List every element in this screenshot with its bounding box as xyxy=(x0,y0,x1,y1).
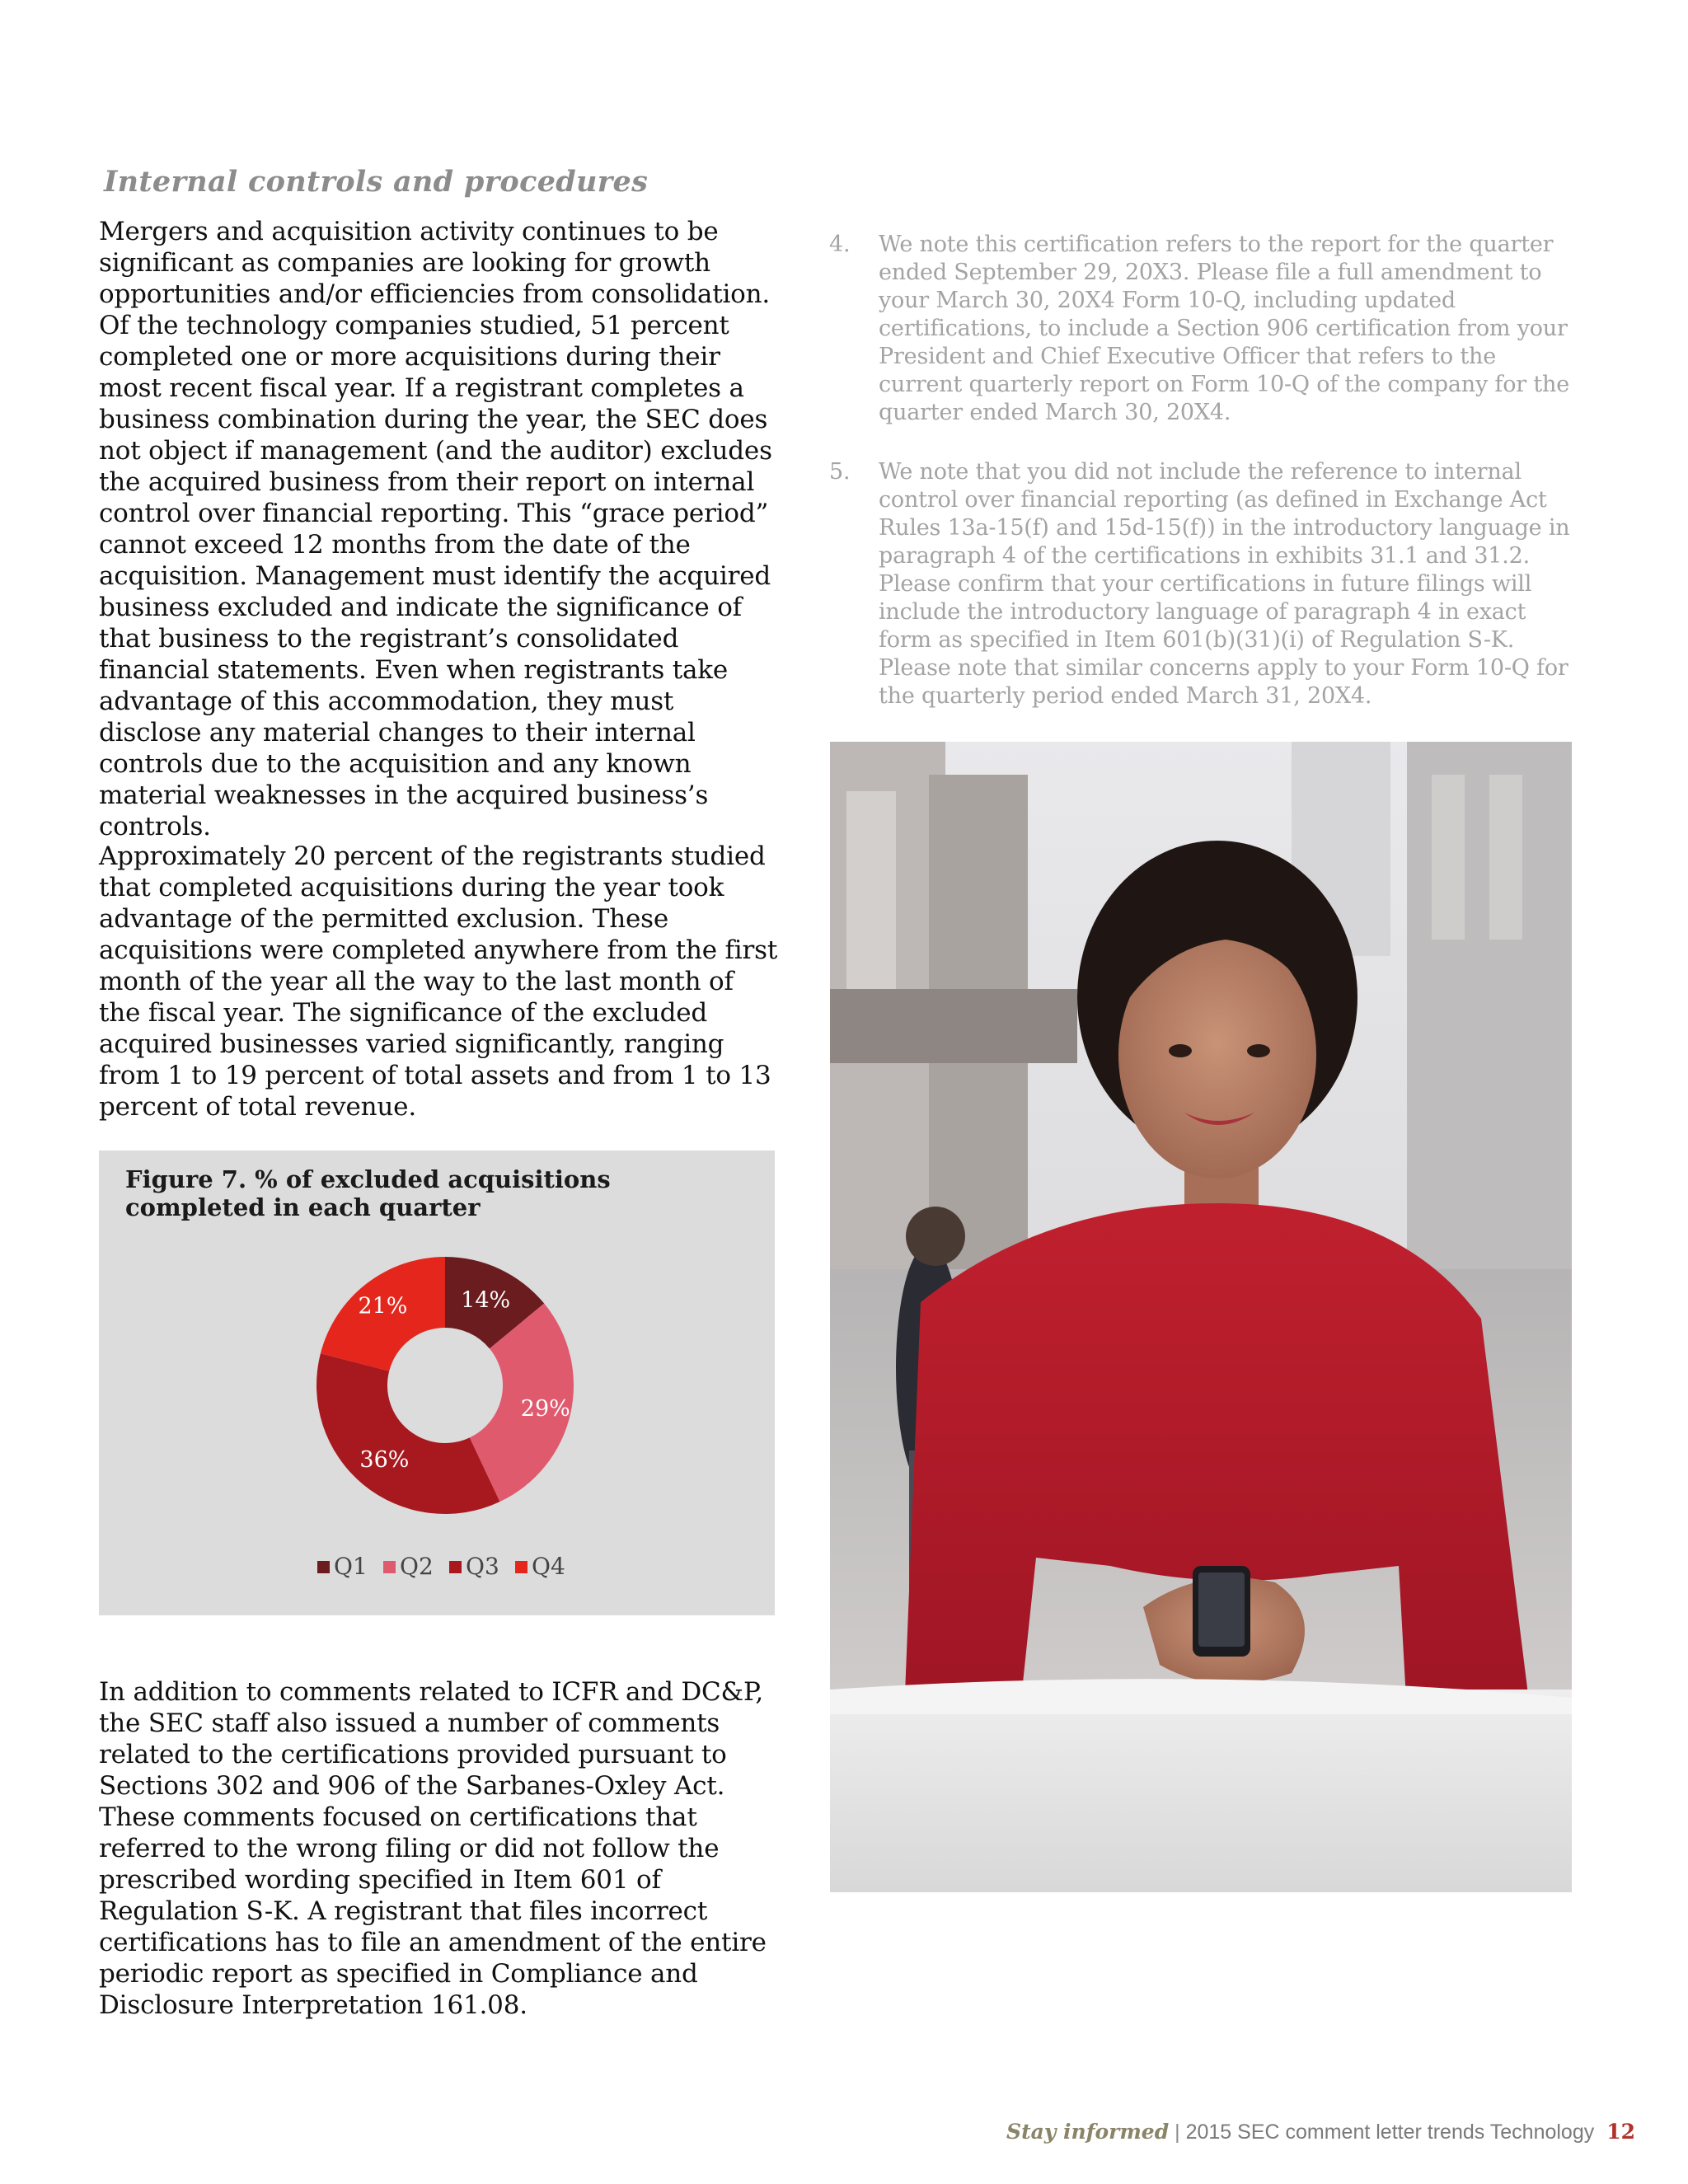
body-paragraph-certifications: In addition to comments related to ICFR and DC&P, the SEC staff also issued a number of comments related to the certifications provided pursuant to Sections 302 and 906 of the Sarbanes-Oxley Act. These comments focused on certifications that referred to the wrong filing or did not follow the prescribed wording specified in Item 601 of Regulation S-K. A registrant that files incorrect certifications has to file an amendment of the entire periodic report as specified in Compliance and Disclosure Interpretation 161.08. xyxy=(99,1677,767,2020)
figure-7-panel xyxy=(99,1151,775,1615)
body-paragraph-acquisitions: Mergers and acquisition activity continues to be significant as companies are looking for growth opportunities and/or efficiencies from consolidation. Of the technology companies studied, 51 percent completed one or more acquisitions during their most recent fiscal year. If a registrant completes a business combination during the year, the SEC does not object if management (and the auditor) excludes the acquired business from their report on internal control over financial reporting. This “grace period” cannot exceed 12 months from the date of the acquisition. Management must identify the acquired business excluded and indicate the significance of that business to the registrant’s consolidated financial statements. Even when registrants take advantage of this accommodation, they must disclose any material changes to their internal controls due to the acquisition and any known material weaknesses in the acquired business’s controls. xyxy=(99,217,772,841)
page-number: 12 xyxy=(1606,2120,1635,2144)
legend-label-q1: Q1 xyxy=(334,1553,368,1580)
donut-label-q1: 14% xyxy=(461,1287,511,1314)
donut-chart xyxy=(99,1151,775,1615)
donut-label-q2: 29% xyxy=(520,1396,570,1422)
legend-label-q4: Q4 xyxy=(532,1553,565,1580)
page-footer xyxy=(1006,2120,1635,2144)
donut-label-q4: 21% xyxy=(358,1293,408,1319)
comment-text: We note that you did not include the reference to internal control over financial reporting (as defined in Exchange Act Rules 13a-15(f) and 15d-15(f)) in the introductory language in paragraph 4 of the certifications in exhibits 31.1 and 31.2. Please confirm that your certifications in future filings will include the introductory language of paragraph 4 in exact form as specified in Item 601(b)(31)(i) of Regulation S-K. Please note that similar concerns apply to your Form 10-Q for the quarterly period ended March 31, 20X4. xyxy=(879,459,1570,709)
figure-title: Figure 7. % of excluded acquisitions completed in each quarter xyxy=(125,1165,611,1221)
legend-swatch-q3 xyxy=(449,1561,462,1573)
legend-label-q2: Q2 xyxy=(400,1553,434,1580)
legend-swatch-q2 xyxy=(383,1561,396,1573)
legend-swatch-q4 xyxy=(515,1561,528,1573)
donut-label-q3: 36% xyxy=(359,1446,410,1473)
donut-slice-q3 xyxy=(316,1353,499,1514)
section-heading: Internal controls and procedures xyxy=(104,165,649,199)
footer-title: 2015 SEC comment letter trends Technology xyxy=(1185,2121,1595,2144)
body-paragraph-exclusion: Approximately 20 percent of the registrants studied that completed acquisitions during the year took advantage of the permitted exclusion. These acquisitions were completed anywhere from the first month of the year all the way to the last month of the fiscal year. The significance of the excluded acquired businesses varied significantly, ranging from 1 to 19 percent of total assets and from 1 to 13 percent of total revenue. xyxy=(99,841,778,1122)
footer-separator: | xyxy=(1175,2121,1180,2144)
footer-stay-informed: Stay informed xyxy=(1006,2120,1170,2144)
legend-label-q3: Q3 xyxy=(466,1553,499,1580)
comment-examples-list xyxy=(829,231,1571,710)
legend-swatch-q1 xyxy=(317,1561,330,1573)
comment-number: 5. xyxy=(829,459,851,485)
comment-number: 4. xyxy=(829,232,851,257)
woman-with-phone-photo xyxy=(830,742,1572,1892)
comment-example-5 xyxy=(829,458,1571,710)
comment-text: We note this certification refers to the report for the quarter ended September 29, 20X3. Please file a full amendment to your March 30, 20X4 Form 10-Q, including updated certifications, to include a Section 906 certification from your President and Chief Executive Officer that refers to the current quarterly report on Form 10-Q of the company for the quarter ended March 30, 20X4. xyxy=(879,232,1569,425)
comment-example-4 xyxy=(829,231,1571,427)
